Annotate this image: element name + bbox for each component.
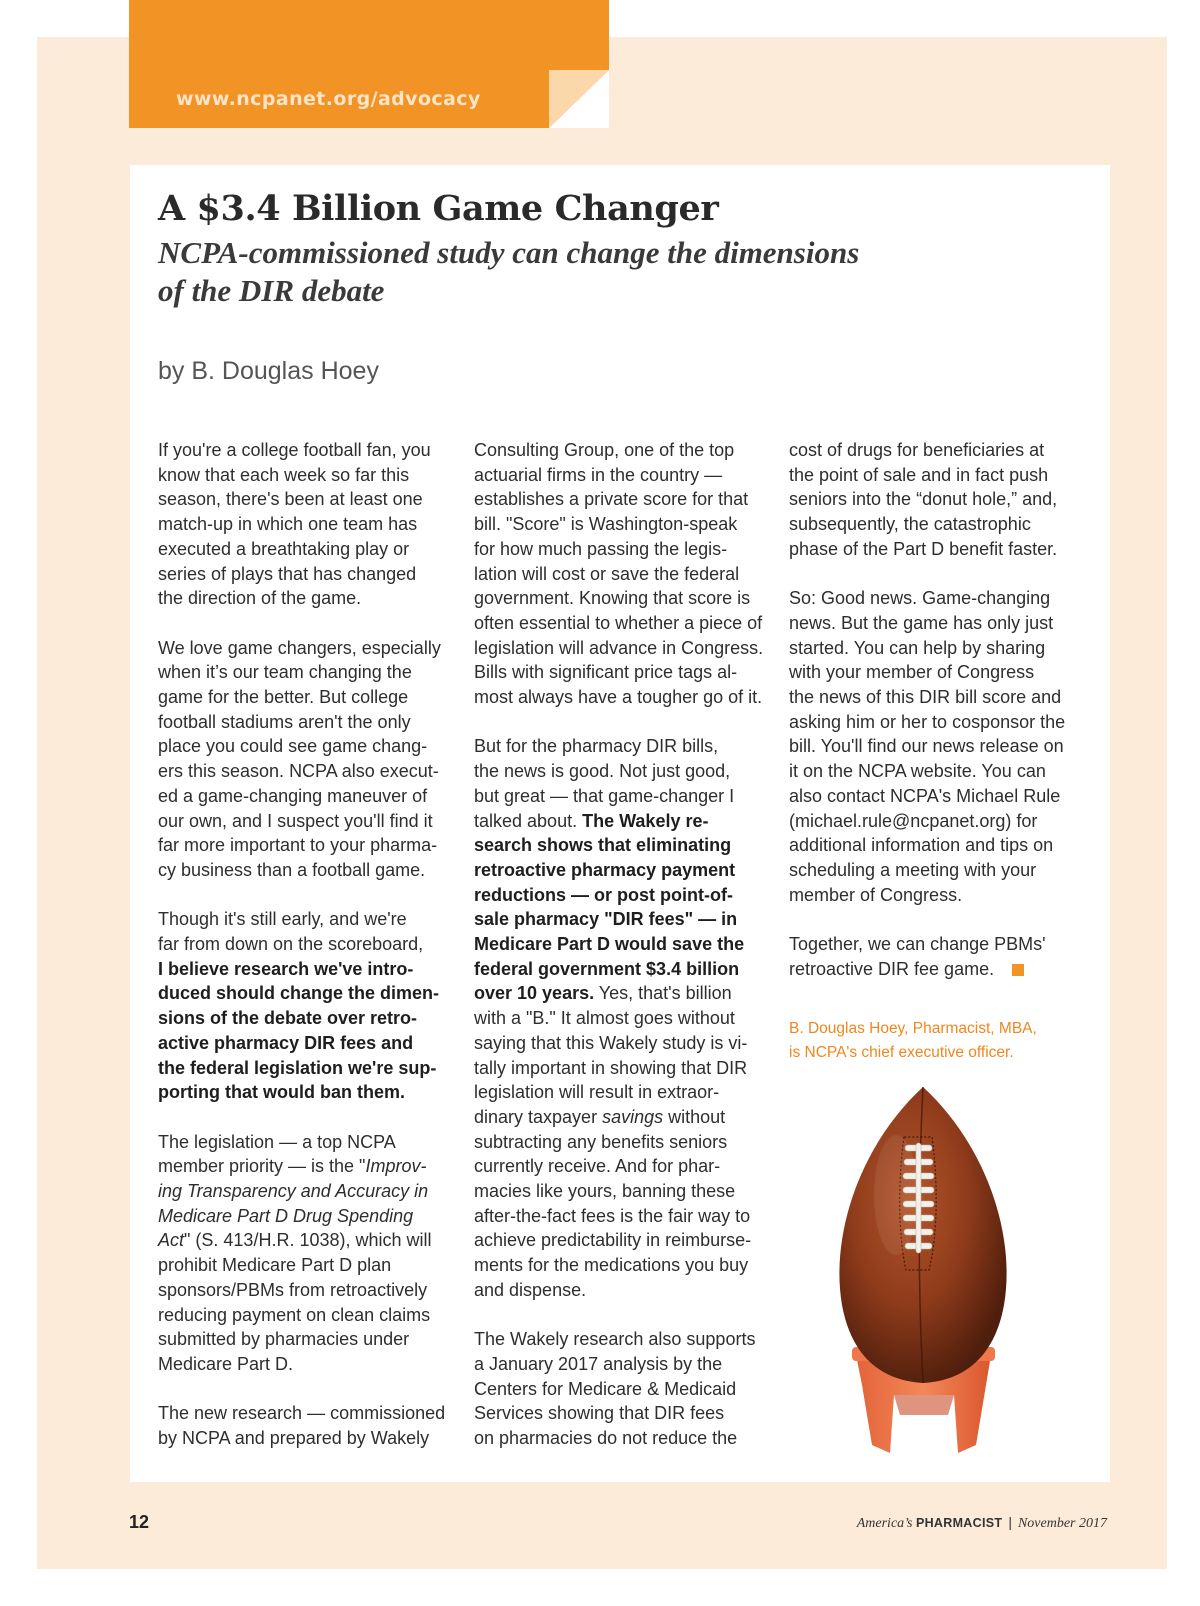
text-line: Medicare Part D. bbox=[158, 1353, 294, 1374]
text-line: Though it's still early, and we're bbox=[158, 909, 407, 930]
text-line: on pharmacies do not reduce the bbox=[474, 1428, 738, 1449]
email-text-line: (michael.rule@ncpanet.org) for bbox=[789, 810, 1038, 831]
paragraph bbox=[474, 1327, 774, 1451]
text-line: a January 2017 analysis by the bbox=[474, 1353, 723, 1374]
footer-separator: | bbox=[1008, 1514, 1012, 1530]
text-line: additional information and tips on bbox=[789, 835, 1054, 856]
magazine-name-prefix: America’s bbox=[856, 1516, 916, 1531]
bold-text-line: duced should change the dimen- bbox=[158, 983, 440, 1004]
text-line: " (S. 413/H.R. 1038), which will bbox=[184, 1230, 432, 1251]
text-line: Together, we can change PBMs' bbox=[789, 934, 1046, 955]
bold-text-line: reductions — or post point-of- bbox=[474, 884, 733, 905]
text-line: news. But the game has only just bbox=[789, 612, 1054, 633]
magazine-name: PHARMACIST bbox=[915, 1516, 1003, 1530]
text-line: legislation will advance in Congress. bbox=[474, 637, 764, 658]
text-line: member priority — is the " bbox=[158, 1156, 366, 1177]
bold-text-line: sions of the debate over retro- bbox=[158, 1008, 418, 1029]
text-line: lation will cost or save the federal bbox=[474, 563, 740, 584]
text-line: But for the pharmacy DIR bills, bbox=[474, 736, 719, 757]
text-line: prohibit Medicare Part D plan bbox=[158, 1255, 392, 1276]
text-line: our own, and I suspect you'll find it bbox=[158, 810, 433, 831]
text-line: subsequently, the catastrophic bbox=[789, 514, 1031, 535]
text-line: establishes a private score for that bbox=[474, 489, 749, 510]
text-line: phase of the Part D benefit faster. bbox=[789, 538, 1058, 559]
text-line: government. Knowing that score is bbox=[474, 588, 751, 609]
text-line: retroactive DIR fee game. bbox=[789, 958, 995, 979]
text-line: also contact NCPA's Michael Rule bbox=[789, 785, 1061, 806]
football-image bbox=[826, 1085, 1021, 1455]
text-line: actuarial firms in the country — bbox=[474, 464, 723, 485]
text-line: bill. You'll find our news release on bbox=[789, 736, 1064, 757]
text-line: reducing payment on clean claims bbox=[158, 1304, 431, 1325]
text-line: but great — that game-changer I bbox=[474, 785, 735, 806]
text-line: So: Good news. Game-changing bbox=[789, 588, 1051, 609]
author-bio bbox=[789, 1017, 1037, 1065]
text-line: started. You can help by sharing bbox=[789, 637, 1046, 658]
text-line: dinary taxpayer bbox=[474, 1106, 603, 1127]
text-line: Consulting Group, one of the top bbox=[474, 440, 735, 460]
text-line: cost of drugs for beneficiaries at bbox=[789, 440, 1045, 460]
text-line: subtracting any benefits seniors bbox=[474, 1131, 728, 1152]
column-2 bbox=[474, 438, 774, 1475]
paragraph bbox=[474, 734, 774, 1302]
text-line: Yes, that's billion bbox=[594, 983, 732, 1004]
text-line: sponsors/PBMs from retroactively bbox=[158, 1279, 428, 1300]
text-line: saying that this Wakely study is vi- bbox=[474, 1032, 748, 1053]
text-line: submitted by pharmacies under bbox=[158, 1329, 410, 1350]
text-line: the news is good. Not just good, bbox=[474, 761, 731, 782]
bio-line: B. Douglas Hoey, Pharmacist, MBA, bbox=[789, 1020, 1037, 1037]
subtitle-line-2: of the DIR debate bbox=[158, 273, 385, 308]
text-line: currently receive. And for phar- bbox=[474, 1156, 721, 1177]
text-line: place you could see game chang- bbox=[158, 736, 428, 757]
article-title: A $3.4 Billion Game Changer bbox=[158, 188, 719, 229]
text-line: for how much passing the legis- bbox=[474, 538, 728, 559]
text-line: know that each week so far this bbox=[158, 464, 410, 485]
text-line: bill. "Score" is Washington-speak bbox=[474, 514, 738, 535]
paragraph bbox=[158, 907, 458, 1105]
text-line: season, there's been at least one bbox=[158, 489, 423, 510]
bold-text-line: sale pharmacy "DIR fees" — in bbox=[474, 909, 738, 930]
text-line: The Wakely research also supports bbox=[474, 1329, 756, 1350]
text-line: The legislation — a top NCPA bbox=[158, 1131, 396, 1152]
text-line: macies like yours, banning these bbox=[474, 1181, 736, 1202]
paragraph bbox=[789, 932, 1089, 981]
text-line: far from down on the scoreboard, bbox=[158, 934, 424, 955]
paragraph bbox=[474, 438, 774, 710]
magazine-footer bbox=[857, 1514, 1107, 1532]
text-line: ments for the medications you buy bbox=[474, 1255, 749, 1276]
bold-text-line: the federal legislation we're sup- bbox=[158, 1057, 437, 1078]
bold-text: The Wakely re- bbox=[582, 810, 709, 831]
bold-text-line: I believe research we've intro- bbox=[158, 958, 414, 979]
issue-date: November 2017 bbox=[1017, 1516, 1107, 1531]
text-line: If you're a college football fan, you bbox=[158, 440, 431, 460]
text-line: ed a game-changing maneuver of bbox=[158, 785, 428, 806]
paragraph bbox=[158, 438, 458, 611]
bold-text-line: porting that would ban them. bbox=[158, 1082, 405, 1103]
italic-text-line: Medicare Part D Drug Spending bbox=[158, 1205, 414, 1226]
text-line: football stadiums aren't the only bbox=[158, 711, 411, 732]
text-line: most always have a tougher go of it. bbox=[474, 687, 763, 708]
advocacy-url-link[interactable]: www.ncpanet.org/advocacy bbox=[176, 88, 481, 110]
text-line: scheduling a meeting with your bbox=[789, 859, 1037, 880]
text-line: ers this season. NCPA also execut- bbox=[158, 761, 439, 782]
bio-line: is NCPA's chief executive officer. bbox=[789, 1044, 1014, 1061]
text-line: far more important to your pharma- bbox=[158, 835, 438, 856]
text-line: We love game changers, especially bbox=[158, 637, 441, 658]
text-line: achieve predictability in reimburse- bbox=[474, 1230, 752, 1251]
column-1 bbox=[158, 438, 458, 1475]
text-line: member of Congress. bbox=[789, 884, 963, 905]
text-line: with your member of Congress bbox=[789, 662, 1035, 683]
orange-square-icon bbox=[1012, 964, 1024, 976]
football-ball bbox=[839, 1087, 1006, 1383]
article-subtitle bbox=[158, 234, 958, 310]
page-fold-icon bbox=[549, 70, 609, 128]
text-line: series of plays that has changed bbox=[158, 563, 417, 584]
text-line: The new research — commissioned bbox=[158, 1403, 446, 1424]
text-line: when it’s our team changing the bbox=[158, 662, 412, 683]
text-line: the direction of the game. bbox=[158, 588, 362, 609]
text-line: and dispense. bbox=[474, 1279, 587, 1300]
paragraph bbox=[158, 1401, 458, 1450]
bold-text-line: active pharmacy DIR fees and bbox=[158, 1032, 414, 1053]
bold-text-line: retroactive pharmacy payment bbox=[474, 859, 736, 880]
paragraph bbox=[158, 1130, 458, 1377]
column-3 bbox=[789, 438, 1089, 1006]
text-line: Services showing that DIR fees bbox=[474, 1403, 725, 1424]
bold-text: over 10 years. bbox=[474, 983, 595, 1004]
text-line: often essential to whether a piece of bbox=[474, 612, 763, 633]
text-line: match-up in which one team has bbox=[158, 514, 418, 535]
text-line: game for the better. But college bbox=[158, 687, 409, 708]
byline: by B. Douglas Hoey bbox=[158, 357, 379, 385]
text-line: executed a breathtaking play or bbox=[158, 538, 410, 559]
bold-text-line: Medicare Part D would save the bbox=[474, 934, 745, 955]
text-line: it on the NCPA website. You can bbox=[789, 761, 1046, 782]
paragraph bbox=[789, 438, 1089, 562]
text-line: the point of sale and in fact push bbox=[789, 464, 1049, 485]
text-line: without bbox=[663, 1106, 726, 1127]
text-line: Centers for Medicare & Medicaid bbox=[474, 1378, 737, 1399]
text-line: Bills with significant price tags al- bbox=[474, 662, 738, 683]
italic-text: savings bbox=[602, 1106, 664, 1127]
italic-text: Improv- bbox=[365, 1156, 427, 1177]
italic-text-line: ing Transparency and Accuracy in bbox=[158, 1181, 429, 1202]
text-line: with a "B." It almost goes without bbox=[474, 1008, 735, 1029]
subtitle-line-1: NCPA-commissioned study can change the dimensions bbox=[158, 235, 860, 270]
text-line: the news of this DIR bill score and bbox=[789, 687, 1062, 708]
bold-text-line: search shows that eliminating bbox=[474, 835, 732, 856]
paragraph bbox=[789, 586, 1089, 907]
page-number: 12 bbox=[129, 1512, 150, 1532]
paragraph bbox=[158, 636, 458, 883]
text-line: after-the-fact fees is the fair way to bbox=[474, 1205, 751, 1226]
text-line: seniors into the “donut hole,” and, bbox=[789, 489, 1058, 510]
bold-text-line: federal government $3.4 billion bbox=[474, 958, 740, 979]
text-line: asking him or her to cosponsor the bbox=[789, 711, 1066, 732]
text-line: legislation will result in extraor- bbox=[474, 1082, 720, 1103]
text-line: tally important in showing that DIR bbox=[474, 1057, 748, 1078]
italic-text: Act bbox=[158, 1230, 185, 1251]
text-line: cy business than a football game. bbox=[158, 859, 426, 880]
text-line: by NCPA and prepared by Wakely bbox=[158, 1428, 430, 1449]
text-line: talked about. bbox=[474, 810, 583, 831]
